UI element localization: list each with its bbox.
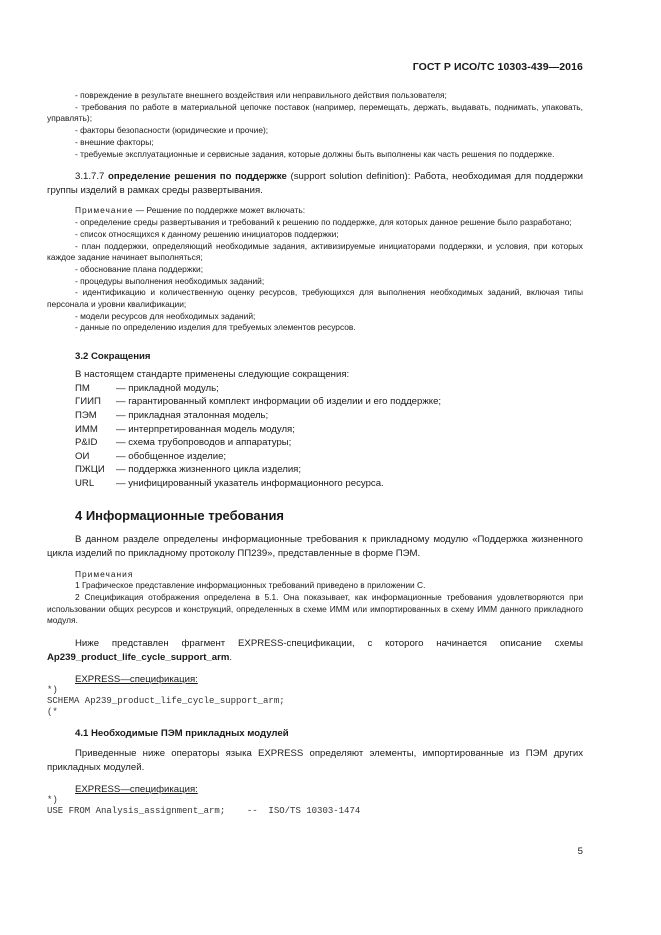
abbreviation-desc: — интерпретированная модель модуля; (116, 423, 295, 435)
note-intro-text: — Решение по поддержке может включать: (133, 205, 306, 216)
express-intro-end: . (229, 651, 233, 663)
schema-name: Ap239_product_life_cycle_support_arm (47, 651, 230, 663)
abbreviation-desc: — схема трубопроводов и аппаратуры; (116, 437, 292, 449)
abbreviation: P&ID (75, 437, 98, 449)
abbreviation: ПЭМ (75, 409, 97, 421)
abbreviation-row (75, 436, 441, 450)
code-line: *) (47, 795, 58, 806)
code-block (47, 685, 583, 717)
abbreviation-desc: — прикладной модуль; (116, 382, 219, 394)
list-item: - факторы безопасности (юридические и прочие); (75, 125, 269, 136)
abbreviation: ИММ (75, 423, 98, 435)
abbreviation-desc: — прикладная эталонная модель; (116, 409, 269, 421)
abbreviation-row (75, 423, 441, 437)
abbreviation: ГИИП (75, 396, 101, 408)
note-item: - данные по определению изделия для требуемых элементов ресурсов. (75, 322, 356, 333)
abbreviation-row (75, 477, 441, 491)
abbreviations-table (75, 382, 441, 491)
section-heading-4-1: 4.1 Необходимые ПЭМ прикладных модулей (75, 728, 289, 740)
note-label: Примечание (75, 205, 134, 216)
abbreviation: ПМ (75, 382, 90, 394)
code-line: USE FROM Analysis_assignment_arm; -- ISO/TS 10303-1474 (47, 805, 361, 816)
list-item: - требования по работе в материальной цепочке поставок (например, перемещать, держать, выдавать, поднимать, упаковать, управлять); (47, 101, 583, 124)
term-description: (support solution definition): Работа, необходимая для поддержки группы изделий в рамках среды развертывания. (47, 171, 584, 196)
express-intro-text: Ниже представлен фрагмент EXPRESS-спецификации, с которого начинается описание схемы (75, 638, 583, 650)
list-item: - внешние факторы; (75, 136, 154, 147)
page-number: 5 (577, 846, 583, 857)
notes-label: Примечания (75, 568, 134, 579)
express-label: EXPRESS—спецификация: (75, 674, 198, 686)
express-label: EXPRESS—спецификация: (75, 784, 198, 796)
term-name: определение решения по поддержке (108, 171, 287, 183)
abbreviation-row (75, 409, 441, 423)
abbreviation: ОИ (75, 450, 90, 462)
abbreviation: URL (75, 477, 95, 489)
abbreviation-row (75, 463, 441, 477)
section-heading-3-2: 3.2 Сокращения (75, 351, 151, 363)
note-item: - идентификацию и количественную оценку ресурсов, требующихся для выполнения необходимых заданий, включая типы персонала и уровни квалификации; (47, 287, 583, 310)
note-item: - обоснование плана поддержки; (75, 263, 204, 274)
code-line: *) (47, 685, 58, 696)
abbreviations-intro: В настоящем стандарте применены следующие сокращения: (75, 369, 350, 381)
code-line: (* (47, 706, 58, 717)
code-line: SCHEMA Ap239_product_life_cycle_support_arm; (47, 695, 285, 706)
abbreviation-desc: — поддержка жизненного цикла изделия; (116, 464, 302, 476)
abbreviation-desc: — унифицированный указатель информационного ресурса. (116, 477, 384, 489)
abbreviation-desc: — гарантированный комплект информации об изделии и его поддержке; (116, 396, 442, 408)
code-block (47, 795, 583, 816)
abbreviation-row (75, 395, 441, 409)
note-item: 1 Графическое представление информационных требований приведено в приложении С. (75, 580, 426, 591)
bullet-list (47, 90, 583, 160)
term-definition (47, 170, 583, 197)
note-item: - модели ресурсов для необходимых заданий; (75, 310, 256, 321)
note-block (47, 205, 583, 334)
list-item: - повреждение в результате внешнего воздействия или неправильного действия пользователя; (75, 90, 447, 100)
document-header: ГОСТ Р ИСО/ТС 10303-439—2016 (412, 61, 583, 73)
section-heading-4: 4 Информационные требования (75, 508, 285, 524)
notes-block (47, 569, 583, 628)
section-4-1-paragraph: Приведенные ниже операторы языка EXPRESS определяют элементы, импортированные из ПЭМ других прикладных модулей. (47, 748, 583, 773)
term-number: 3.1.7.7 (75, 171, 105, 183)
abbreviation-desc: — обобщенное изделие; (116, 450, 227, 462)
note-item: 2 Спецификация отображения определена в 5.1. Она показывает, как информационные требования удовлетворяются при использовании общих ресурсов и конструкций, определенных в схеме ИММ или импортированных в схему ИММ данного прикладного модуля. (47, 592, 583, 626)
note-item: - определение среды развертывания и требований к решению по поддержке, для которых данное решение было разработано; (75, 217, 572, 228)
abbreviation-row (75, 450, 441, 464)
section-4-paragraph: В данном разделе определены информационные требования к прикладному модулю «Поддержка жизненного цикла изделий по прикладному протоколу ПП239», представленные в форме ПЭМ. (47, 534, 583, 560)
express-intro (47, 637, 583, 664)
list-item: - требуемые эксплуатационные и сервисные задания, которые должны быть выполнены как часть решения по поддержке. (75, 148, 555, 159)
note-item: - список относящихся к данному решению инициаторов поддержки; (75, 228, 339, 239)
abbreviation: ПЖЦИ (75, 464, 105, 476)
note-item: - процедуры выполнения необходимых заданий; (75, 275, 265, 286)
note-item: - план поддержки, определяющий необходимые задания, активизируемые инициаторами поддержки, и условия, при которых каждое задание начинает выполняться; (47, 240, 583, 263)
abbreviation-row (75, 382, 441, 396)
note-intro (47, 205, 583, 217)
page-content (47, 90, 583, 817)
